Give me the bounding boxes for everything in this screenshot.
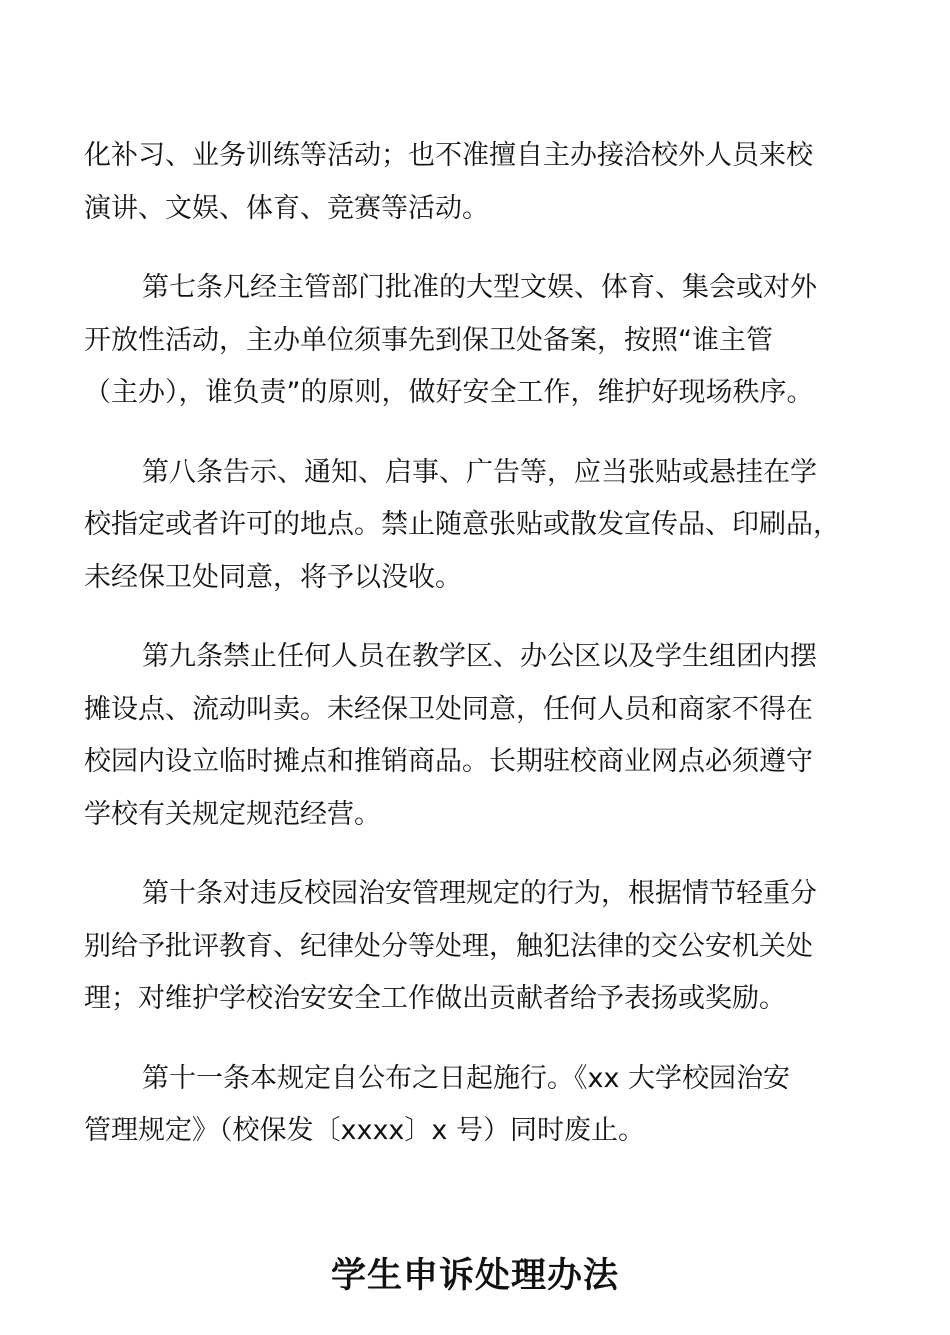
text-line: 第七条凡经主管部门批准的大型文娱、体育、集会或对外 (142, 272, 817, 303)
text-line: 开放性活动，主办单位须事先到保卫处备案，按照“谁主管 (84, 324, 773, 356)
text-line: （主办），谁负责”的原则，做好安全工作，维护好现场秩序。 (84, 377, 814, 408)
text-line: 学校有关规定规范经营。 (84, 798, 381, 830)
text-line: 演讲、文娱、体育、竞赛等活动。 (84, 192, 489, 224)
article-11-paragraph (84, 1053, 884, 1158)
text-line: 别给予批评教育、纪律处分等处理，触犯法律的交公安机关处 (84, 930, 813, 962)
article-7-paragraph (84, 262, 884, 420)
text-line: 未经保卫处同意，将予以没收。 (84, 561, 462, 593)
article-8-paragraph (84, 447, 884, 605)
article-10-paragraph (84, 868, 884, 1026)
continuation-paragraph (84, 130, 884, 235)
text-line: 摊设点、流动叫卖。未经保卫处同意，任何人员和商家不得在 (84, 693, 813, 725)
text-line: 理；对维护学校治安安全工作做出贡献者给予表扬或奖励。 (84, 983, 786, 1014)
article-9-paragraph (84, 631, 884, 841)
section-title: 学生申诉处理办法 (330, 1256, 619, 1296)
text-line: 化补习、业务训练等活动；也不准擅自主办接洽校外人员来校 (84, 140, 813, 171)
text-line: 第八条告示、通知、启事、广告等，应当张贴或悬挂在学 (142, 456, 817, 488)
text-line: 第九条禁止任何人员在教学区、办公区以及学生组团内摆 (142, 641, 817, 672)
document-body (84, 130, 884, 1158)
text-line: 第十一条本规定自公布之日起施行。《xx 大学校园治安 (142, 1062, 791, 1094)
text-line: 校园内设立临时摊点和推销商品。长期驻校商业网点必须遵守 (84, 746, 813, 777)
text-line: 管理规定》（校保发〔xxxx〕x 号）同时废止。 (84, 1115, 645, 1146)
text-line: 校指定或者许可的地点。禁止随意张贴或散发宣传品、印刷品， (84, 509, 840, 540)
text-line: 第十条对违反校园治安管理规定的行为，根据情节轻重分 (142, 878, 817, 909)
